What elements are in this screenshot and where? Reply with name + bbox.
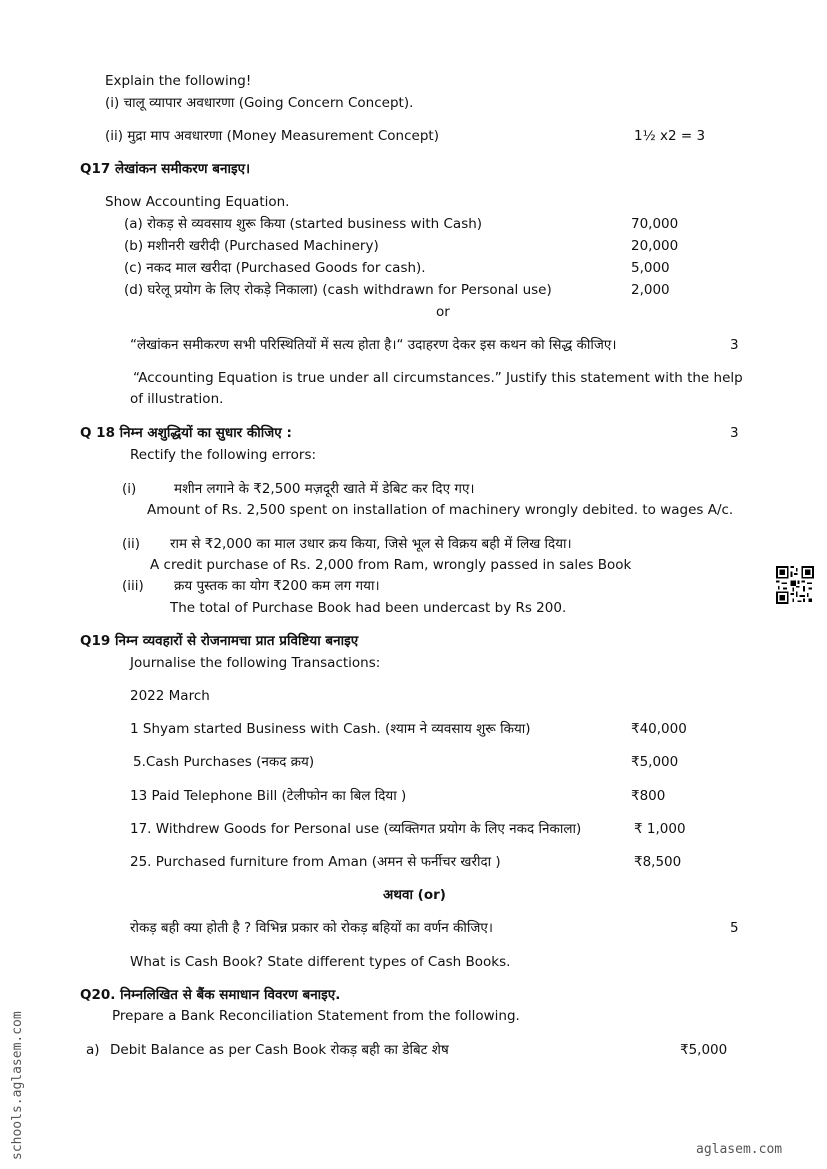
q19-txn-25-amount: ₹8,500	[634, 854, 682, 870]
q17-item-d-amount: 2,000	[631, 282, 670, 298]
q18-iii-hindi: क्रय पुस्तक का योग ₹200 कम लग गया।	[174, 578, 380, 594]
q17-or-english-1: “Accounting Equation is true under all circumstances.” Justify this statement with the help	[133, 370, 743, 386]
q17-item-a-amount: 70,000	[631, 216, 679, 232]
q17-item-c-amount: 5,000	[631, 260, 670, 276]
q18-iii-english: The total of Purchase Book had been undercast by Rs 200.	[170, 600, 567, 616]
q17-item-d: (d) घरेलू प्रयोग के लिए रोकड़े निकाला) (cash withdrawn for Personal use)	[124, 282, 552, 298]
q19-or-hindi: रोकड़ बही क्या होती है ? विभिन्न प्रकार को रोकड़ बहियों का वर्णन कीजिए।	[130, 920, 494, 936]
q19-heading: Q19 निम्न व्यवहारों से रोजनामचा प्रात प्रविष्टिया बनाइए	[80, 633, 359, 649]
q17-item-b-amount: 20,000	[631, 238, 679, 254]
q19-txn-5: 5.Cash Purchases (नकद क्रय)	[133, 754, 315, 770]
q20-english: Prepare a Bank Reconciliation Statement from the following.	[112, 1008, 520, 1024]
q20-a-text: Debit Balance as per Cash Book रोकड़ बही का डेबिट शेष	[110, 1042, 449, 1058]
q19-txn-1-amount: ₹40,000	[631, 721, 687, 737]
q20-heading: Q20. निम्नलिखित से बैंक समाधान विवरण बनाइए.	[80, 987, 341, 1003]
footer-watermark: aglasem.com	[696, 1142, 783, 1157]
q19-txn-25: 25. Purchased furniture from Aman (अमन से फर्नीचर खरीदा )	[130, 854, 501, 870]
q18-i-english: Amount of Rs. 2,500 spent on installation of machinery wrongly debited. to wages A/c.	[147, 502, 734, 518]
q16-part-ii: (ii) मुद्रा माप अवधारणा (Money Measurement Concept)	[105, 128, 439, 144]
q17-heading: Q17 लेखांकन समीकरण बनाइए।	[80, 161, 251, 177]
q18-ii-english: A credit purchase of Rs. 2,000 from Ram, wrongly passed in sales Book	[150, 557, 632, 573]
or-divider: or	[436, 304, 450, 320]
q19-txn-17: 17. Withdrew Goods for Personal use (व्यक्तिगत प्रयोग के लिए नकद निकाला)	[130, 821, 582, 837]
q19-txn-5-amount: ₹5,000	[631, 754, 679, 770]
q16-explain: Explain the following!	[105, 73, 252, 89]
q16-marks: 1½ x2 = 3	[634, 128, 706, 144]
q16-part-i: (i) चालू व्यापार अवधारणा (Going Concern Concept).	[105, 95, 414, 111]
q17-or-hindi: “लेखांकन समीकरण सभी परिस्थितियों में सत्य होता है।“ उदाहरण देकर इस कथन को सिद्ध कीजिए।	[130, 337, 617, 353]
q18-ii-hindi: राम से ₹2,000 का माल उधार क्रय किया, जिसे भूल से विक्रय बही में लिख दिया।	[170, 536, 572, 552]
q17-english: Show Accounting Equation.	[105, 194, 290, 210]
q19-txn-13: 13 Paid Telephone Bill (टेलीफोन का बिल दिया )	[130, 788, 407, 804]
q19-or-english: What is Cash Book? State different types of Cash Books.	[130, 954, 511, 970]
q19-english: Journalise the following Transactions:	[130, 655, 381, 671]
q18-english: Rectify the following errors:	[130, 447, 317, 463]
q19-date: 2022 March	[130, 688, 210, 704]
q17-item-b: (b) मशीनरी खरीदी (Purchased Machinery)	[124, 238, 379, 254]
q19-txn-1: 1 Shyam started Business with Cash. (श्याम ने व्यवसाय शुरू किया)	[130, 721, 531, 737]
q19-or-marks: 5	[730, 920, 739, 936]
q20-a-amount: ₹5,000	[680, 1042, 728, 1058]
q17-or-english-2: of illustration.	[130, 391, 224, 407]
side-watermark: schools.aglasem.com	[10, 1011, 25, 1160]
q19-txn-17-amount: ₹ 1,000	[634, 821, 686, 837]
q18-i-hindi: मशीन लगाने के ₹2,500 मज़दूरी खाते में डेबिट कर दिए गए।	[174, 481, 475, 497]
q18-heading: Q 18 निम्न अशुद्धियों का सुधार कीजिए :	[80, 425, 292, 441]
q20-a-number: a)	[86, 1042, 100, 1058]
q18-marks: 3	[730, 425, 739, 441]
q18-ii-number: (ii)	[122, 536, 141, 552]
q17-item-a: (a) रोकड़ से व्यवसाय शुरू किया (started business with Cash)	[124, 216, 483, 232]
q18-iii-number: (iii)	[122, 578, 144, 594]
q19-txn-13-amount: ₹800	[631, 788, 666, 804]
q17-or-marks: 3	[730, 337, 739, 353]
qr-code-icon	[776, 566, 814, 604]
q17-item-c: (c) नकद माल खरीदा (Purchased Goods for cash).	[124, 260, 426, 276]
q18-i-number: (i)	[122, 481, 137, 497]
athva-divider: अथवा (or)	[383, 887, 446, 903]
